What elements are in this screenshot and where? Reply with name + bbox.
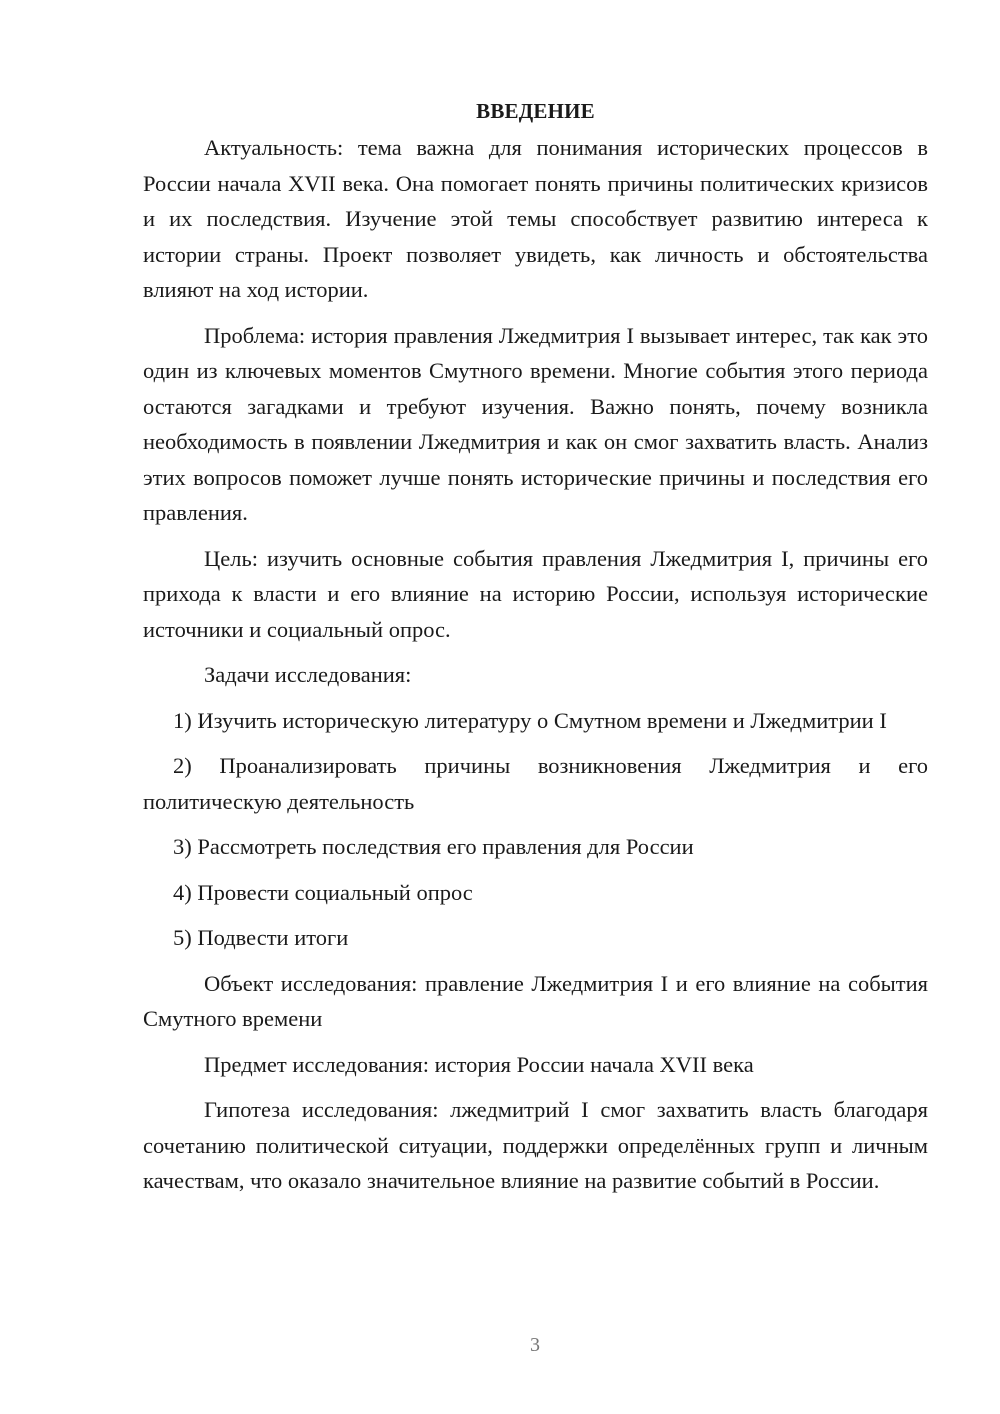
research-subject-paragraph: Предмет исследования: история России начала XVII века: [204, 1051, 754, 1077]
tasks-heading: Задачи исследования:: [204, 662, 412, 687]
problem-paragraph: Проблема: история правления Лжедмитрия I вызывает интерес, так как это один из ключевых моментов Смутного времени. Многие события этого периода остаются загадками и требуют изучения. Важно понять, почему возникла необходимость в появлении Лжедмитрия и как он смог захватить власть. Анализ этих вопросов поможет лучше понять исторические причины и последствия его правления.: [143, 322, 928, 525]
task-item: 5) Подвести итоги: [173, 925, 349, 950]
task-item: 3) Рассмотреть последствия его правления для России: [173, 834, 694, 859]
research-object-paragraph: Объект исследования: правление Лжедмитрия I и его влияние на события Смутного времени: [143, 970, 928, 1031]
goal-paragraph: Цель: изучить основные события правления Лжедмитрия I, причины его прихода к власти и его влияние на историю России, используя исторические источники и социальный опрос.: [143, 545, 928, 642]
section-title: ВВЕДЕНИЕ: [476, 99, 595, 123]
task-item: 4) Провести социальный опрос: [173, 879, 473, 905]
page-number: 3: [530, 1334, 540, 1356]
task-item: 2) Проанализировать причины возникновения Лжедмитрия и его политическую деятельность: [143, 753, 928, 814]
relevance-paragraph: Актуальность: тема важна для понимания исторических процессов в России начала XVII века. Она помогает понять причины политических кризисов и их последствия. Изучение этой темы способствует развитию интереса к истории страны. Проект позволяет увидеть, как личность и обстоятельства влияют на ход истории.: [143, 135, 928, 302]
hypothesis-paragraph: Гипотеза исследования: лжедмитрий I смог захватить власть благодаря сочетанию политической ситуации, поддержки определённых групп и личным качествам, что оказало значительное влияние на развитие событий в России.: [143, 1097, 928, 1193]
document-body: [143, 96, 928, 1209]
task-item: 1) Изучить историческую литературу о Смутном времени и Лжедмитрии I: [173, 707, 887, 733]
